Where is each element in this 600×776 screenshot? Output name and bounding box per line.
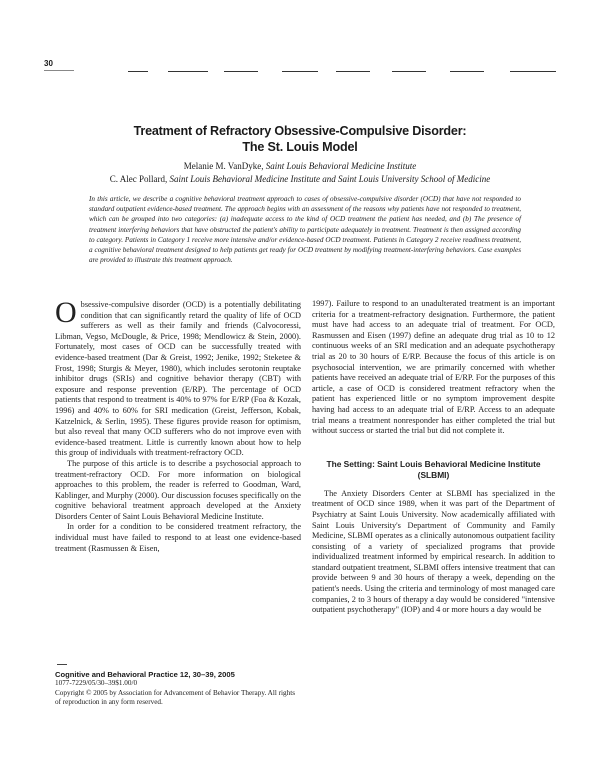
title-line-1: Treatment of Refractory Obsessive-Compulsive Disorder: (133, 124, 467, 138)
refractory-definition-paragraph: In order for a condition to be considered treatment refractory, the individual must have failed to respond to at least one evidence-based treatment (Rasmussen & Eisen, (55, 522, 301, 553)
purpose-paragraph: The purpose of this article is to describe a psychosocial approach to treatment-refractory OCD. For more information on biological approaches to this problem, the reader is referred to Goodman, Ward, Kablinger, and Murphy (2000). Our discussion focuses specifically on the cognitive behavioral treatment approach developed at the Anxiety Disorders Center of Saint Louis Behavioral Medicine Institute. (55, 458, 301, 521)
running-header-rule (44, 70, 556, 73)
author-2-affiliation: Saint Louis Behavioral Medicine Institute and Saint Louis University School of Medicine (169, 174, 491, 184)
setting-paragraph: The Anxiety Disorders Center at SLBMI has specialized in the treatment of OCD since 1989, when it was part of the Department of Psychiatry at Saint Louis University. Now academically affiliated with Saint Louis University's Department of Community and Family Medicine, SLBMI operates as a clinically autonomous outpatient facility consisting of a variety of specialized programs that provide individualized treatment informed by empirical research. In addition to standard outpatient treatment, SLBMI offers intensive treatment that can provide between 9 and 30 hours of therapy a week, depending on the patient's needs. Using the criteria and terminology of most managed care companies, 2 to 3 hours of therapy a day would be considered "intensive outpatient psychotherapy" (IOP) and 4 or more hours a day would be (312, 488, 555, 615)
continued-paragraph: 1997). Failure to respond to an unadulterated treatment is an important criteria for a treatment-refractory designation. Furthermore, the patient must have had access to an adequate trial of treatment. For OCD, Rasmussen and Eisen (1997) define an adequate drug trial as 10 to 12 continuous weeks of an SRI medication and an adequate psychotherapy trial as 20 to 30 hours of E/RP. Because the focus of this article is on psychosocial intervention, we are primarily concerned with whether patients have received an adequate trial of E/RP. For the purposes of this article, a case of OCD is considered treatment refractory when the patient has experienced little or no symptom improvement despite having had access to an adequate trial of E/RP. Access to an adequate trial means a treatment nonresponder has either completed the trial but without success or started the trial but did not complete it. (312, 299, 555, 436)
footnote-rule (57, 664, 67, 665)
intro-paragraph: bsessive-compulsive disorder (OCD) is a potentially debilitating condition that can significantly retard the quality of life of OCD sufferers as well as their family and friends (Calvocoressi, Libman, Vegso, McDougle, & Price, 1998; Mendlowicz & Stein, 2000). Fortunately, most cases of OCD can be successfully treated with evidence-based treatment (Dar & Greist, 1992; Jenike, 1992; Steketee & Frost, 1998; Sturgis & Meyer, 1980), which includes serotonin reuptake inhibitor drugs (SRIs) and cognitive behavior therapy (CBT) with exposure and response prevention (E/RP). The percentage of OCD patients that respond to treatment is 40% to 97% for E/RP (Foa & Kozak, 1996) and 40% to 60% for SRI medication (Greist, Jefferson, Kobak, Katzelnick, & Serlin, 1995). These figures provide reason for optimism, but also reveal that many OCD sufferers who do not improve even with evidence-based treatment. Little is currently known about how to help this group of individuals with treatment-refractory OCD. (55, 300, 301, 458)
left-column (55, 296, 301, 554)
right-column (312, 299, 555, 616)
author-2 (0, 173, 600, 186)
author-1-affiliation: Saint Louis Behavioral Medicine Institute (265, 161, 417, 171)
author-1-name: Melanie M. VanDyke, (183, 161, 264, 171)
abstract: In this article, we describe a cognitive behavioral treatment approach to cases of obsessive-compulsive disorder (OCD) that have not responded to standard outpatient evidence-based treatment. The approach begins with an assessment of the reasons why patients have not responded to treatment, which can be grouped into two categories: (a) inadequate access to the kind of OCD treatment the patient has needed, and (b) The presence of treatment interfering behaviors that have obstructed the patient's ability to participate adequately in treatment. Treatment is then assigned according to category. Patients in Category 1 receive more intensive and/or evidence-based OCD treatment. Patients in Category 2 receive readiness treatment, a cognitive behavioral treatment designed to help patients get ready for OCD treatment by modifying treatment-interfering behaviors. Case examples are provided to illustrate this treatment approach. (89, 195, 521, 265)
drop-cap: O (55, 296, 77, 329)
author-2-name: C. Alec Pollard, (109, 174, 168, 184)
page-number: 30 (44, 59, 53, 68)
author-block (0, 160, 600, 186)
copyright-line: Copyright © 2005 by Association for Advancement of Behavior Therapy. All rights of reproduction in any form reserved. (55, 688, 296, 707)
author-1 (0, 160, 600, 173)
title-line-2: The St. Louis Model (242, 140, 358, 154)
issn-line: 1077-7229/05/30–39$1.00/0 (55, 679, 138, 688)
article-title (0, 123, 600, 155)
section-heading: The Setting: Saint Louis Behavioral Medicine Institute (SLBMI) (326, 458, 541, 480)
footer-citation (55, 670, 301, 708)
journal-citation: Cognitive and Behavioral Practice 12, 30–39, 2005 (55, 670, 235, 679)
